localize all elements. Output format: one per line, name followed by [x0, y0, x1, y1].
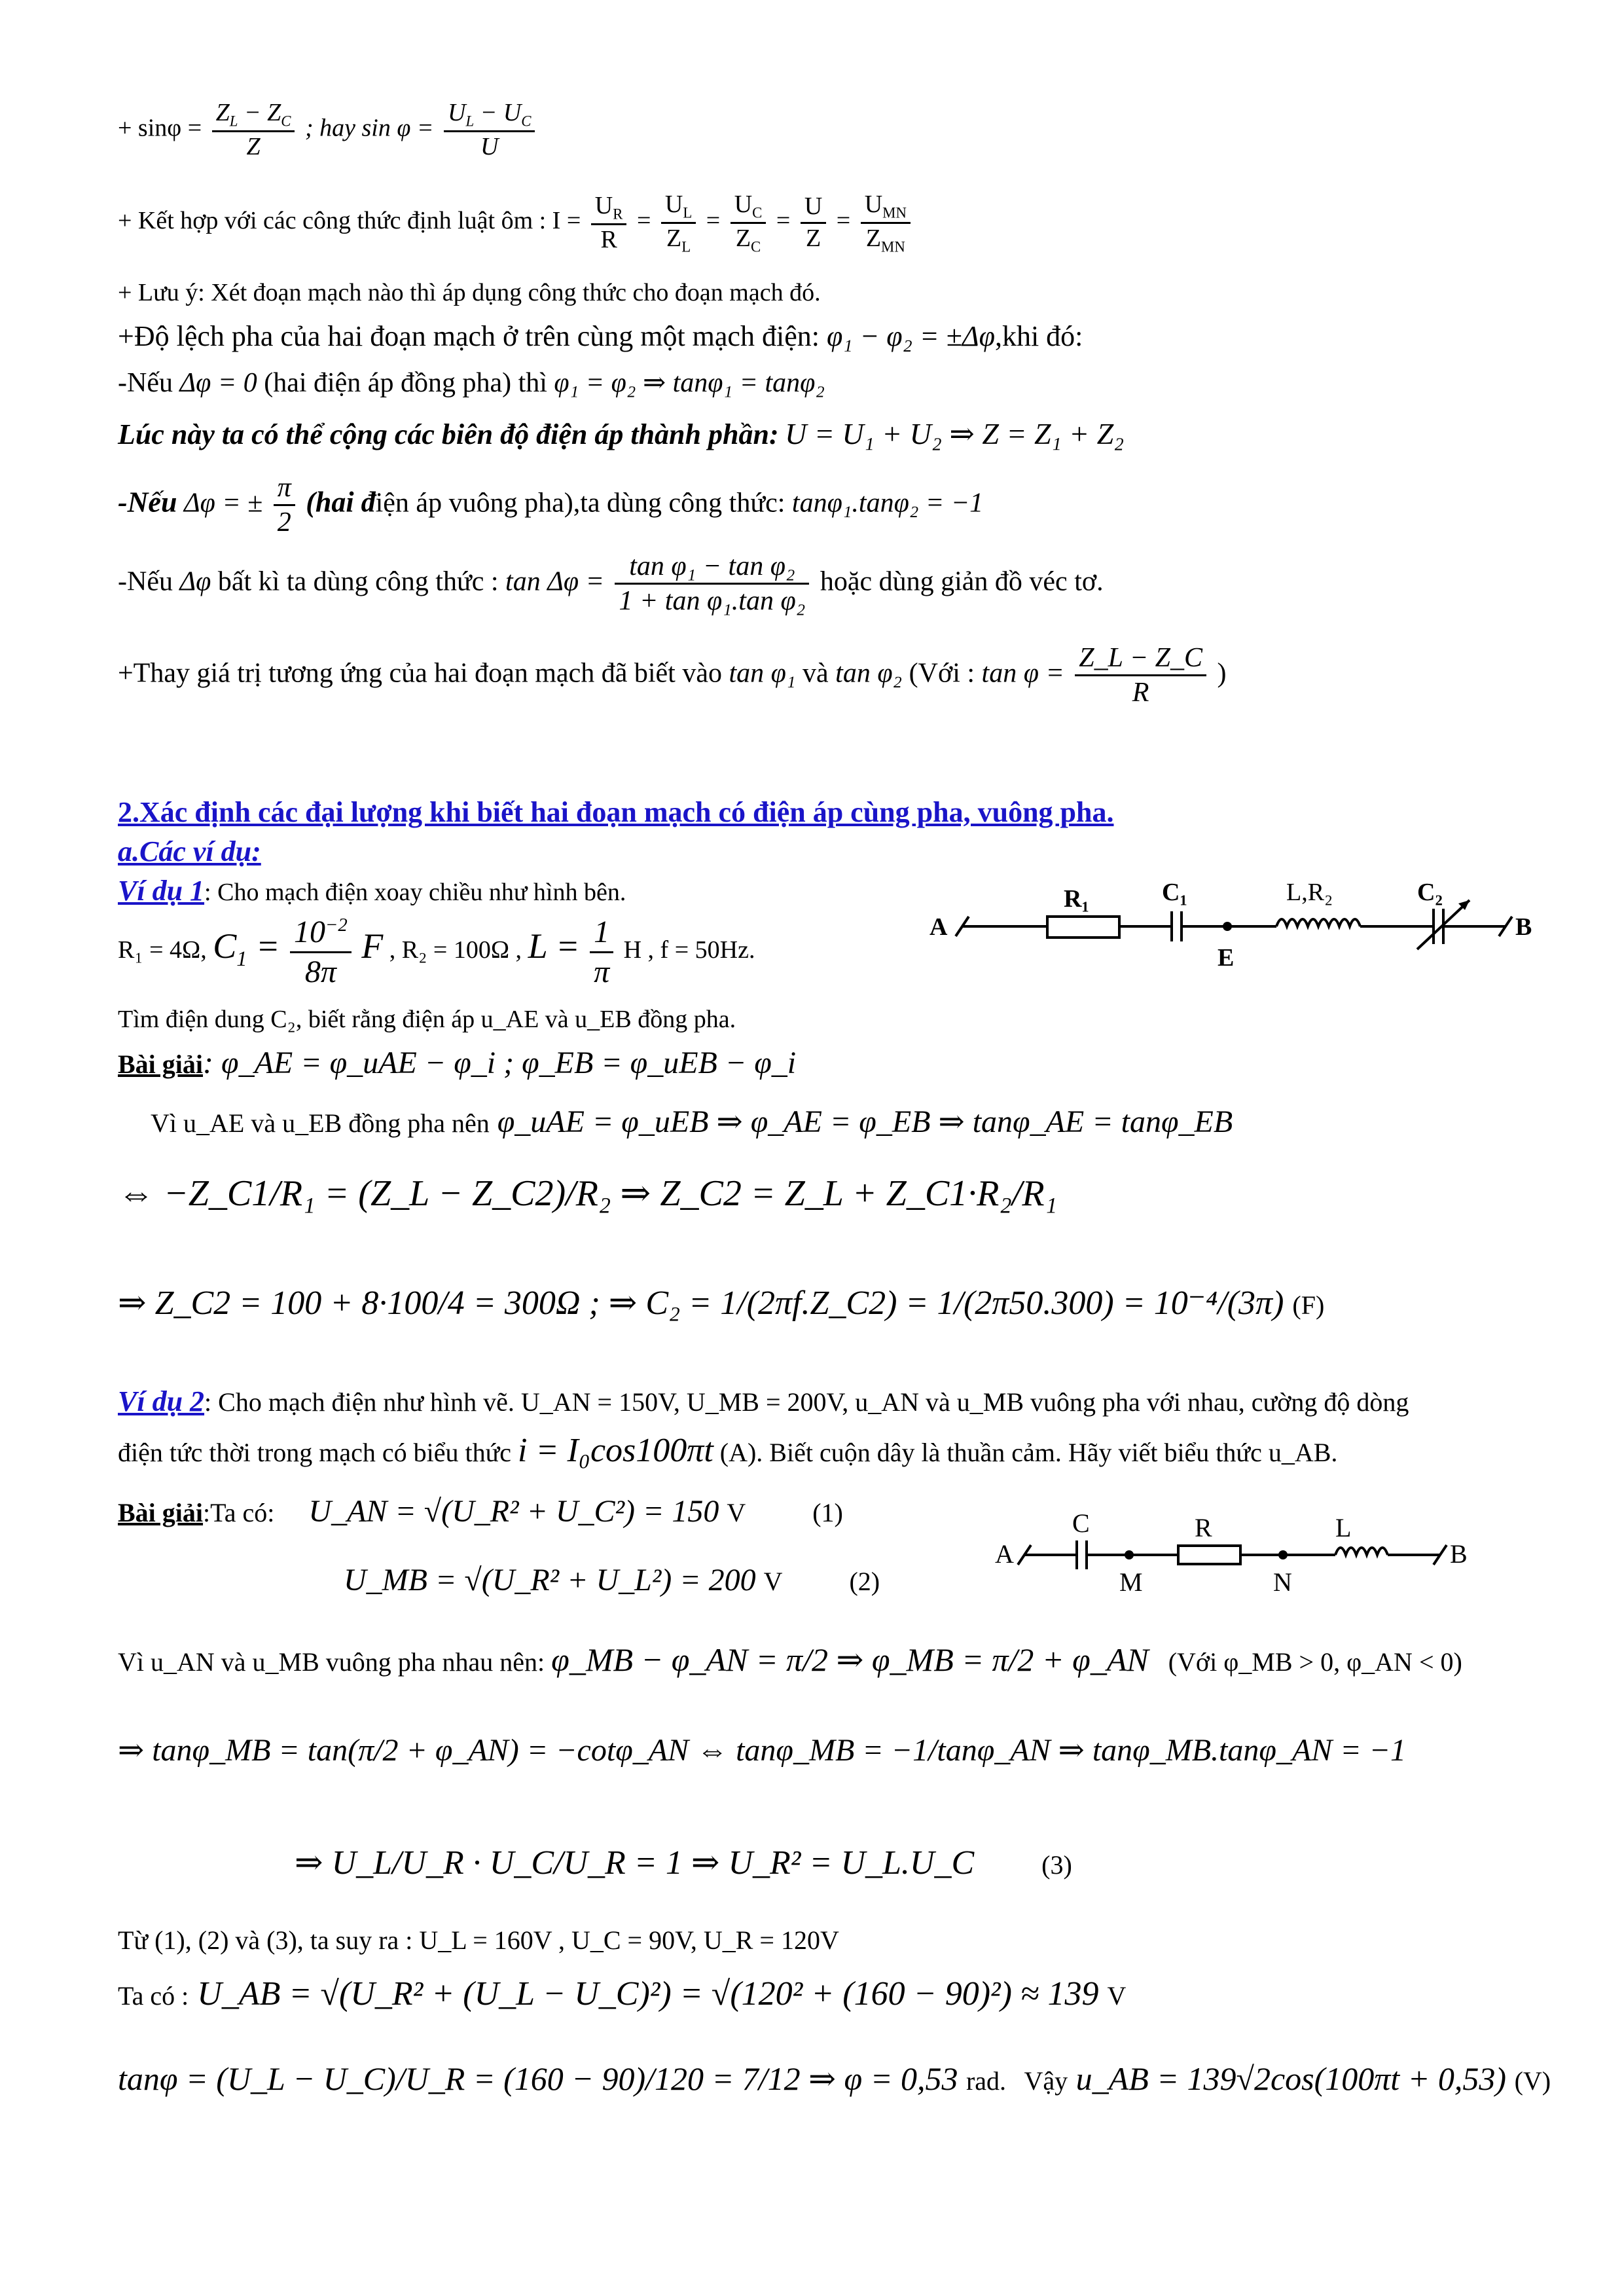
circuit2-r: R [1195, 1513, 1212, 1542]
sub-b: và [803, 658, 829, 689]
l-frac: $\frac{1}{\pi}$ [590, 913, 613, 991]
tan-den: 1 + tan φ₁.tan φ₂ [619, 586, 806, 617]
circuit2-m: M [1119, 1567, 1143, 1597]
ex1-sol3: ⇔ −Z_C1/R₁ = (Z_L − Z_C2)/R₂ ⇒ Z_C2 = Z_L + Z_C1·R₂/R₁ [118, 1173, 1058, 1214]
example1-sol4 [118, 1283, 1324, 1324]
example1-params: R₁ = 4Ω, $C_1$ = $\frac{10^{-2}}{8\pi}$ F , R₂ = 100Ω , L = $\frac{1}{\pi}$ H , f = 50Hz. [118, 913, 755, 991]
ohm-law-line: + Kết hợp với các công thức định luật ôm : I = $\frac{U_R}{R}$ = $\frac{U_L}{Z_L}$ = $\frac{U_C}{Z_C}$ = $\frac{U}{Z}$ = $\frac{U_{MN}}{Z_{MN}}$ [118, 190, 914, 256]
circuit2-a: A [995, 1539, 1014, 1569]
circuit2-l: L [1335, 1513, 1352, 1542]
example1-sol1 [118, 1044, 796, 1082]
ohm-frac-c: $\frac{U_C}{Z_C}$ [731, 190, 767, 256]
tan-phi-den: R [1132, 678, 1149, 708]
quad-b: (hai đ [306, 486, 376, 519]
example1-task [118, 1005, 736, 1035]
ohm-frac-r: $\frac{U_R}{R}$ [591, 191, 627, 255]
note-line [118, 278, 821, 308]
ex2-final-a: Vậy [1024, 2066, 1068, 2096]
ex2-result: Từ (1), (2) và (3), ta suy ra : U_L = 160V , U_C = 90V, U_R = 120V [118, 1925, 839, 1955]
ohm-frac-l: $\frac{U_L}{Z_L}$ [661, 190, 696, 256]
example2-tan [118, 1732, 1406, 1770]
example2-intro [118, 1385, 1409, 1419]
tan-diff-frac [615, 550, 809, 618]
sub-end: ) [1217, 658, 1227, 689]
ex2-eq1: U_AN = √(U_R² + U_C²) = 150 [308, 1494, 719, 1529]
circuit1-c1: C₁ [1162, 879, 1187, 906]
amplitude-line [118, 416, 1124, 452]
circuit1-l: L,R₂ [1286, 879, 1333, 906]
section-heading-text: 2.Xác định các đại lượng khi biết hai đoạn mạch có điện áp cùng pha, vuông pha [118, 796, 1107, 828]
formula-sin-line [118, 98, 539, 162]
circuit1-c2: C₂ [1417, 879, 1443, 906]
example2-uab [118, 1974, 1126, 2014]
amplitude-eq: U = U₁ + U₂ ⇒ Z = Z₁ + Z₂ [785, 417, 1125, 450]
example2-eq1 [118, 1493, 843, 1531]
sin-prefix: + sinφ = [118, 114, 202, 142]
example2-label: Ví dụ 2 [118, 1385, 205, 1417]
ex2-vuong-cond: (Với φ_MB > 0, φ_AN < 0) [1168, 1647, 1462, 1677]
ex2-eq1-unit: V [727, 1498, 746, 1527]
phase-diff-text: +Độ lệch pha của hai đoạn mạch ở trên cùng một mạch điện: [118, 320, 820, 352]
in-phase-line [118, 367, 825, 399]
ex2-eq3-no: (3) [1041, 1850, 1072, 1880]
circuit1-r1: R₁ [1064, 885, 1089, 913]
node-n-dot [1278, 1550, 1288, 1559]
circuit2-diagram [995, 1503, 1506, 1601]
sub-eq3: tan φ = [981, 658, 1064, 689]
ex1-sol4: ⇒ Z_C2 = 100 + 8·100/4 = 300Ω ; ⇒ C₂ = 1/(2πf.Z_C2) = 1/(2π50.300) = 10⁻⁴/(3π) [118, 1285, 1284, 1322]
node-e-dot [1223, 922, 1232, 931]
ex2-sol-label: Bài giải [118, 1498, 204, 1527]
ohm-text: + Kết hợp với các công thức định luật ôm : I = [118, 207, 581, 235]
arb-b: bất kì ta dùng công thức : [217, 566, 499, 597]
ex1-r2: , R₂ = 100Ω , [389, 936, 522, 964]
sin-frac-z: $\frac{Z_L - Z_C}{Z}$ [212, 98, 295, 162]
in-phase-b: (hai điện áp đồng pha) thì [264, 368, 547, 398]
ex2-intro2-a: điện tức thời trong mạch có biểu thức [118, 1438, 512, 1467]
ex2-vuong-text: Vì u_AN và u_MB vuông pha nhau nên: [118, 1647, 545, 1677]
ohm-frac-z: $\frac{U}{Z}$ [801, 192, 826, 253]
in-phase-a: -Nếu [118, 368, 173, 398]
in-phase-eq2: φ₁ = φ₂ ⇒ tanφ₁ = tanφ₂ [554, 368, 825, 398]
ex2-uab-unit: V [1107, 1981, 1127, 2011]
example2-eq2 [344, 1561, 880, 1599]
example2-intro-text: : Cho mạch điện như hình vẽ. U_AN = 150V, U_MB = 200V, u_AN và u_MB vuông pha với nhau, cường độ dòng [204, 1387, 1409, 1417]
arb-eq: Δφ [179, 566, 211, 597]
tan-phi-num: Z_L − Z_C [1075, 642, 1206, 676]
ex2-final-eq: u_AB = 139√2cos(100πt + 0,53) [1075, 2060, 1507, 2097]
phase-diff-end: ,khi đó: [994, 320, 1083, 352]
sin-frac-u: $\frac{U_L - U_C}{U}$ [444, 98, 535, 162]
ex2-sol-start: :Ta có: [203, 1498, 275, 1527]
arb-eq2: tan Δφ = [505, 566, 604, 597]
circuit1-diagram [929, 871, 1532, 975]
ex2-eq3: ⇒ U_L/U_R · U_C/U_R = 1 ⇒ U_R² = U_L.U_C [295, 1844, 975, 1882]
node-m-dot [1125, 1550, 1134, 1559]
arb-end: hoặc dùng giản đồ véc tơ. [820, 566, 1104, 597]
phase-diff-eq: φ₁ − φ₂ = ±Δφ [826, 320, 995, 352]
example2-eq3 [295, 1843, 1072, 1884]
ex1-task-text: Tìm điện dung C₂, biết rằng điện áp u_AE và u_EB đồng pha. [118, 1006, 736, 1033]
quad-c: iện áp vuông pha),ta dùng công thức: [375, 488, 785, 519]
ex2-intro2-eq: i = I₀cos100πt [518, 1432, 713, 1469]
ex1-sol-label: Bài giải [118, 1049, 204, 1079]
ex2-tan-eq: ⇒ tanφ_MB = tan(π/2 + φ_AN) = −cotφ_AN ⇔ tanφ_MB = −1/tanφ_AN ⇒ tanφ_MB.tanφ_AN = −1 [118, 1733, 1407, 1768]
example1-intro-text: : Cho mạch điện xoay chiều như hình bên. [204, 879, 626, 906]
example1-sol3 [118, 1172, 1057, 1216]
circuit1-a: A [929, 913, 948, 941]
ex2-phi-eq: tanφ = (U_L − U_C)/U_R = (160 − 90)/120 = 7/12 ⇒ φ = 0,53 [118, 2060, 958, 2097]
sub-eq2: tan φ₂ [835, 658, 903, 689]
quad-eq: Δφ = ± [183, 488, 263, 519]
in-phase-eq1: Δφ = 0 [179, 368, 257, 398]
ex2-vuong-eq: φ_MB − φ_AN = π/2 ⇒ φ_MB = π/2 + φ_AN [551, 1641, 1149, 1678]
ex2-intro2-b: (A). Biết cuộn dây là thuần cảm. Hãy viết biểu thức u_AB. [719, 1438, 1338, 1467]
sub-c: (Với : [909, 658, 975, 689]
ex2-phi-unit: rad. [965, 2066, 1007, 2096]
ex1-sol4-unit: (F) [1292, 1290, 1325, 1320]
quad-a: -Nếu [118, 486, 177, 519]
example2-result [118, 1925, 839, 1956]
example1-label: Ví dụ 1 [118, 875, 205, 907]
ex2-eq2-unit: V [763, 1567, 783, 1596]
ex1-sol2-eq: φ_uAE = φ_uEB ⇒ φ_AE = φ_EB ⇒ tanφ_AE = tanφ_EB [497, 1104, 1233, 1139]
ex2-final-unit: (V) [1514, 2066, 1551, 2096]
amplitude-text: Lúc này ta có thể cộng các biên độ điện áp thành phần: [118, 418, 779, 450]
circuit2-c: C [1072, 1508, 1090, 1538]
ohm-frac-mn: $\frac{U_{MN}}{Z_{MN}}$ [861, 190, 911, 256]
tan-num: tan φ₁ − tan φ₂ [615, 550, 809, 585]
example2-intro2 [118, 1430, 1337, 1471]
ex1-r1: R₁ = 4Ω, [118, 936, 207, 964]
ex1-sol1: : φ_AE = φ_uAE − φ_i ; φ_EB = φ_uEB − φ_i [203, 1046, 797, 1080]
quad-eq2: tanφ₁.tanφ₂ = −1 [791, 488, 984, 519]
c1-frac: $\frac{10^{-2}}{8\pi}$ [290, 913, 352, 991]
section-sub [118, 835, 261, 868]
tan-phi-frac [1075, 642, 1206, 710]
example2-vuong [118, 1640, 1462, 1679]
ex2-uab-a: Ta có : [118, 1981, 189, 2011]
sub-a: +Thay giá trị tương ứng của hai đoạn mạch đã biết vào [118, 658, 722, 689]
section-sub-text: a.Các ví dụ: [118, 835, 261, 867]
quadrature-line [118, 471, 983, 539]
section-heading [118, 795, 1113, 829]
sin-mid: ; hay sin φ = [304, 114, 434, 142]
circuit2-n: N [1273, 1567, 1292, 1597]
note-text: + Lưu ý: Xét đoạn mạch nào thì áp dụng công thức cho đoạn mạch đó. [118, 279, 821, 306]
example1-sol2 [151, 1103, 1233, 1141]
section-heading-dot: . [1106, 796, 1114, 828]
ex2-eq2-no: (2) [849, 1567, 880, 1596]
ex2-uab-eq: U_AB = √(U_R² + (U_L − U_C)²) = √(120² + (160 − 90)²) ≈ 139 [197, 1975, 1099, 2013]
sub-eq1: tan φ₁ [729, 658, 796, 689]
substitute-line [118, 642, 1226, 710]
ex1-sol2-text: Vì u_AE và u_EB đồng pha nên [151, 1108, 490, 1138]
example2-phi [118, 2059, 1551, 2098]
circuit2-b: B [1450, 1539, 1468, 1569]
arb-a: -Nếu [118, 566, 173, 597]
phase-diff-line [118, 319, 1083, 354]
ex1-hf: H , f = 50Hz. [623, 936, 755, 964]
circuit1-b: B [1515, 913, 1532, 941]
pi-over-2: $\frac{\pi}{2}$ [274, 471, 295, 539]
arbitrary-line [118, 550, 1104, 618]
example1-intro [118, 874, 626, 909]
ex2-eq1-no: (1) [812, 1498, 843, 1527]
circuit1-e: E [1218, 944, 1235, 972]
ex2-eq2: U_MB = √(U_R² + U_L²) = 200 [344, 1563, 756, 1597]
